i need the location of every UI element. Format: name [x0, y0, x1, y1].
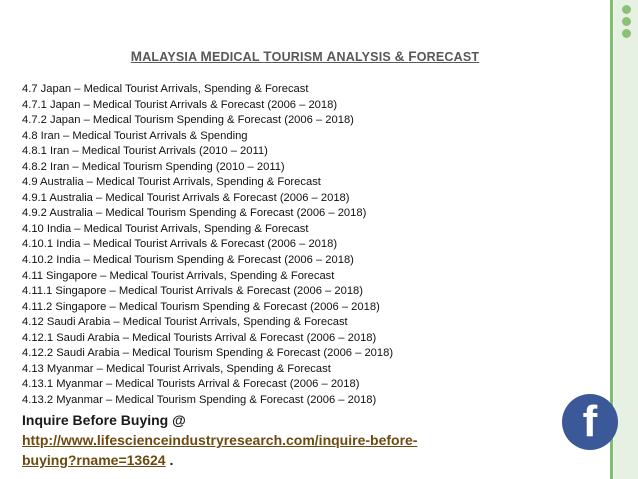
title-cap: F — [408, 49, 417, 64]
title-word: NALYSIS — [336, 50, 391, 64]
list-item: 4.9 Australia – Medical Tourist Arrivals, Spending & Forecast — [22, 176, 321, 189]
list-item: 4.7.2 Japan – Medical Tourism Spending & Forecast (2006 – 2018) — [22, 114, 354, 127]
title-cap: M — [130, 49, 143, 64]
title-word: ORECAST — [416, 50, 480, 64]
list-item: 4.13 Myanmar – Medical Tourist Arrivals, Spending & Forecast — [22, 362, 331, 375]
title-cap: A — [326, 49, 337, 64]
inquire-link-line1: http://www.lifescienceindustryresearch.com/inquire-before- — [22, 432, 418, 448]
decorative-dots — [619, 5, 633, 41]
facebook-icon[interactable] — [562, 394, 618, 450]
list-item: 4.12 Saudi Arabia – Medical Tourist Arrivals, Spending & Forecast — [22, 316, 348, 329]
inquire-label: Inquire Before Buying @ — [22, 412, 186, 428]
inquire-block — [22, 410, 462, 470]
list-item: 4.11.1 Singapore – Medical Tourist Arrivals & Forecast (2006 – 2018) — [22, 285, 363, 298]
list-item: 4.8.1 Iran – Medical Tourist Arrivals (2010 – 2011) — [22, 145, 268, 158]
list-item: 4.11 Singapore – Medical Tourist Arrivals, Spending & Forecast — [22, 269, 335, 282]
dot-3 — [622, 29, 631, 38]
inquire-trailing: . — [165, 452, 174, 468]
right-decorative-bar — [614, 0, 638, 479]
list-item: 4.12.1 Saudi Arabia – Medical Tourists Arrival & Forecast (2006 – 2018) — [22, 331, 377, 344]
list-item: 4.8.2 Iran – Medical Tourism Spending (2010 – 2011) — [22, 160, 285, 173]
title-cap: T — [263, 49, 272, 64]
title-ampersand: & — [394, 49, 405, 64]
inquire-link[interactable] — [22, 432, 417, 468]
list-item: 4.7 Japan – Medical Tourist Arrivals, Spending & Forecast — [22, 83, 309, 95]
list-item: 4.12.2 Saudi Arabia – Medical Tourism Spending & Forecast (2006 – 2018) — [22, 347, 394, 360]
title-word: ALAYSIA — [142, 50, 197, 64]
list-item: 4.13.2 Myanmar – Medical Tourism Spending & Forecast (2006 – 2018) — [22, 393, 377, 406]
list-item: 4.11.2 Singapore – Medical Tourism Spending & Forecast (2006 – 2018) — [22, 300, 380, 313]
title-word: OURISM — [271, 50, 323, 64]
list-item: 4.13.1 Myanmar – Medical Tourists Arrival & Forecast (2006 – 2018) — [22, 378, 360, 391]
dot-1 — [622, 5, 631, 14]
dot-2 — [622, 17, 631, 26]
inquire-link-line2: buying?rname=13624 — [22, 452, 166, 468]
list-item: 4.10.1 India – Medical Tourist Arrivals & Forecast (2006 – 2018) — [22, 238, 338, 251]
list-item: 4.8 Iran – Medical Tourist Arrivals & Spending — [22, 129, 248, 142]
list-item: 4.10.2 India – Medical Tourism Spending & Forecast (2006 – 2018) — [22, 254, 354, 267]
toc-list — [22, 82, 393, 408]
list-item: 4.10 India – Medical Tourist Arrivals, Spending & Forecast — [22, 222, 309, 235]
title-cap: M — [200, 49, 212, 64]
facebook-glyph: f — [582, 397, 598, 446]
list-item: 4.9.2 Australia – Medical Tourism Spending & Forecast (2006 – 2018) — [22, 207, 367, 220]
list-item: 4.7.1 Japan – Medical Tourist Arrivals & Forecast (2006 – 2018) — [22, 98, 338, 111]
inquire-link-wrap — [22, 430, 462, 470]
list-item: 4.9.1 Australia – Medical Tourist Arrivals & Forecast (2006 – 2018) — [22, 191, 350, 204]
page-title — [0, 49, 610, 64]
title-word: EDICAL — [212, 50, 260, 64]
